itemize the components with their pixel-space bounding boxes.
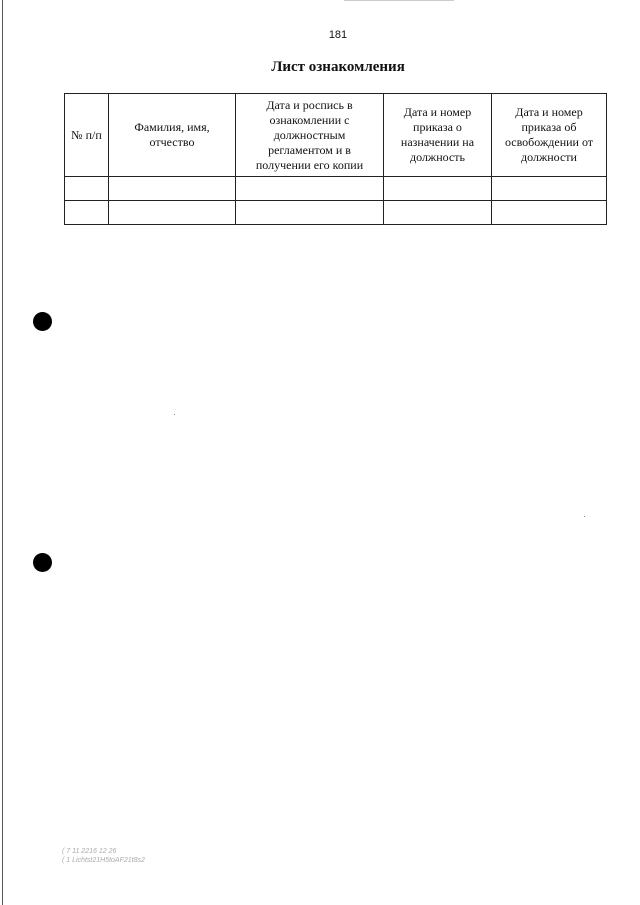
scan-speck bbox=[584, 516, 585, 517]
table-cell bbox=[492, 201, 607, 225]
punch-hole bbox=[33, 553, 52, 572]
table-cell bbox=[492, 177, 607, 201]
table-row bbox=[65, 177, 607, 201]
header-number: № п/п bbox=[65, 94, 109, 177]
page-edge bbox=[2, 0, 3, 905]
table-cell bbox=[109, 177, 236, 201]
table-cell bbox=[384, 177, 492, 201]
header-signature-date: Дата и роспись в ознакомлении с должностным регламентом и в получении его копии bbox=[236, 94, 384, 177]
table-cell bbox=[109, 201, 236, 225]
table-header-row bbox=[65, 94, 607, 177]
page-number: 181 bbox=[328, 29, 348, 41]
header-appointment-order: Дата и номер приказа о назначении на должность bbox=[384, 94, 492, 177]
table-cell bbox=[236, 201, 384, 225]
table-row bbox=[65, 201, 607, 225]
punch-hole bbox=[33, 312, 52, 331]
table-cell bbox=[236, 177, 384, 201]
header-dismissal-order: Дата и номер приказа об освобождении от должности bbox=[492, 94, 607, 177]
scan-stamp-line: ( 1 Lichtst21H5toAF21t8s2 bbox=[62, 857, 145, 864]
scan-speck bbox=[174, 414, 175, 415]
scan-stamp-line: ( 7 11 2216 12 26 bbox=[62, 848, 117, 855]
acknowledgement-table bbox=[64, 93, 607, 225]
table-cell bbox=[384, 201, 492, 225]
table-cell bbox=[65, 201, 109, 225]
document-title: Лист ознакомления bbox=[271, 59, 405, 75]
table-cell bbox=[65, 177, 109, 201]
header-full-name: Фамилия, имя, отчество bbox=[109, 94, 236, 177]
scan-speck bbox=[344, 0, 454, 1]
